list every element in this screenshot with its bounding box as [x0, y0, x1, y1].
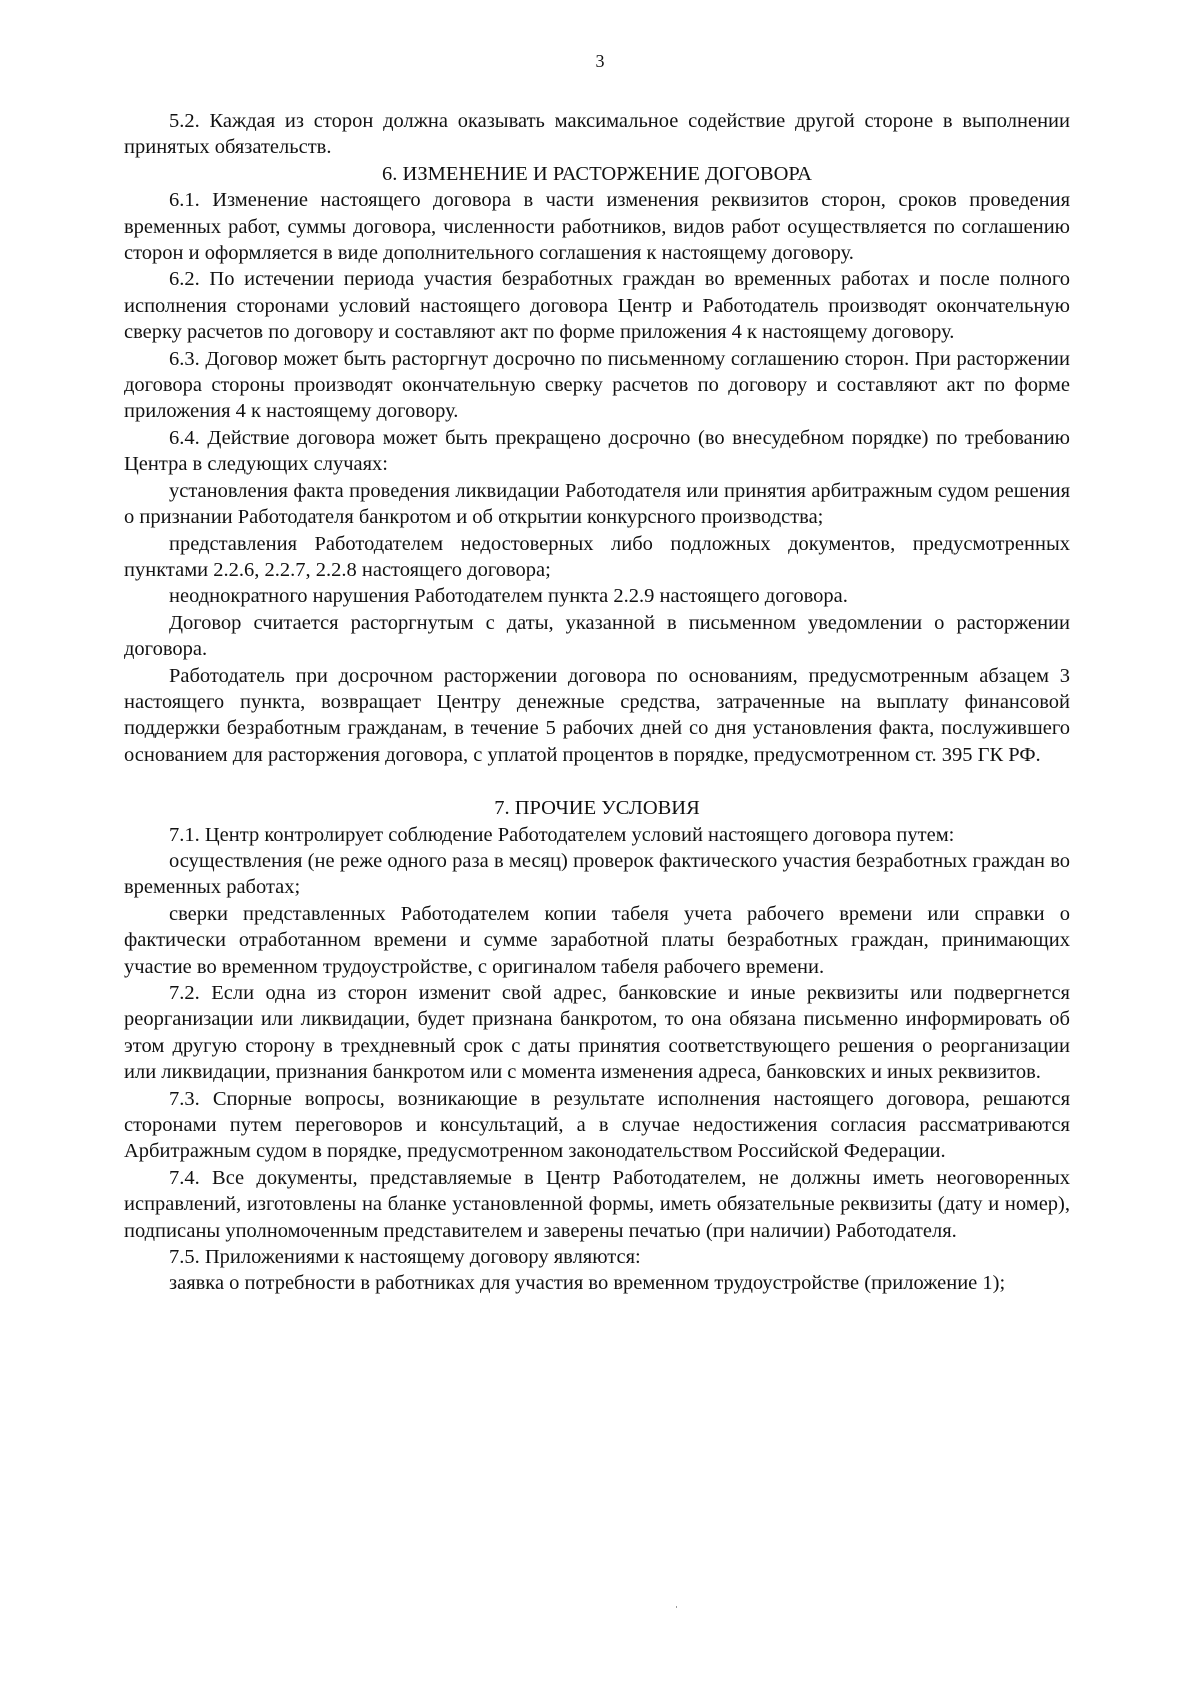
document-body — [124, 108, 1070, 1297]
paragraph: 7.5. Приложениями к настоящему договору являются: — [169, 1246, 641, 1269]
paragraph: 7.1. Центр контролирует соблюдение Работодателем условий настоящего договора путем: — [169, 823, 955, 846]
paragraph: 7.4. Все документы, представляемые в Центр Работодателем, не должны иметь неоговоренных исправлений, изготовлены на бланке установленной формы, иметь обязательные реквизиты (дату и номер), подписаны уполномоченным представителем и заверены печатью (при наличии) Работодателя. — [124, 1166, 1070, 1242]
paragraph: 6.1. Изменение настоящего договора в части изменения реквизитов сторон, сроков проведения временных работ, суммы договора, численности работников, видов работ осуществляется по соглашению сторон и оформляется в виде дополнительного соглашения к настоящему договору. — [124, 189, 1070, 265]
paragraph: 6.4. Действие договора может быть прекращено досрочно (во внесудебном порядке) по требованию Центра в следующих случаях: — [124, 426, 1070, 476]
paragraph: 7.2. Если одна из сторон изменит свой адрес, банковские и иные реквизиты или подвергнется реорганизации или ликвидации, будет признана банкротом, то она обязана письменно информировать об этом другую сторону в трехдневный срок с даты принятия соответствующего решения о реорганизации или ликвидации, признания банкротом или с момента изменения адреса, банковских и иных реквизитов. — [124, 982, 1070, 1084]
paragraph: представления Работодателем недостоверных либо подложных документов, предусмотренных пунктами 2.2.6, 2.2.7, 2.2.8 настоящего договора; — [124, 532, 1070, 581]
paragraph: установления факта проведения ликвидации Работодателя или принятия арбитражным судом решения о признании Работодателя банкротом и об открытии конкурсного производства; — [124, 479, 1070, 529]
section-gap — [124, 768, 1070, 795]
paragraph: заявка о потребности в работниках для участия во временном трудоустройстве (приложение 1); — [169, 1272, 1006, 1295]
page-number: 3 — [595, 51, 605, 71]
section-heading: 7. ПРОЧИЕ УСЛОВИЯ — [494, 797, 700, 820]
paragraph: 6.3. Договор может быть расторгнут досрочно по письменному соглашению сторон. При расторжении договора стороны производят окончательную сверку расчетов по договору и составляют акт по форме приложения 4 к настоящему договору. — [124, 347, 1070, 423]
paragraph: 7.3. Спорные вопросы, возникающие в результате исполнения настоящего договора, решаются сторонами путем переговоров и консультаций, а в случае недостижения согласия рассматриваются Арбитражным судом в порядке, предусмотренном законодательством Российской Федерации. — [124, 1087, 1070, 1163]
scan-speck — [676, 1606, 677, 1608]
paragraph: сверки представленных Работодателем копии табеля учета рабочего времени или справки о фактически отработанном времени и сумме заработной платы безработных граждан, принимающих участие во временном трудоустройстве, с оригиналом табеля рабочего времени. — [124, 902, 1070, 978]
paragraph: Договор считается расторгнутым с даты, указанной в письменном уведомлении о расторжении договора. — [124, 611, 1070, 661]
paragraph: 5.2. Каждая из сторон должна оказывать максимальное содействие другой стороне в выполнении принятых обязательств. — [124, 110, 1070, 159]
paragraph: неоднократного нарушения Работодателем пункта 2.2.9 настоящего договора. — [169, 585, 848, 608]
section-heading: 6. ИЗМЕНЕНИЕ И РАСТОРЖЕНИЕ ДОГОВОРА — [382, 162, 812, 185]
paragraph: осуществления (не реже одного раза в месяц) проверок фактического участия безработных граждан во временных работах; — [124, 849, 1070, 899]
paragraph: Работодатель при досрочном расторжении договора по основаниям, предусмотренным абзацем 3 настоящего пункта, возвращает Центру денежные средства, затраченные на выплату финансовой поддержки безработным гражданам, в течение 5 рабочих дней со дня установления факта, послужившего основанием для расторжения договора, с уплатой процентов в порядке, предусмотренном ст. 395 ГК РФ. — [124, 664, 1070, 766]
paragraph: 6.2. По истечении периода участия безработных граждан во временных работах и после полного исполнения сторонами условий настоящего договора Центр и Работодатель производят окончательную сверку расчетов по договору и составляют акт по форме приложения 4 к настоящему договору. — [124, 268, 1070, 344]
